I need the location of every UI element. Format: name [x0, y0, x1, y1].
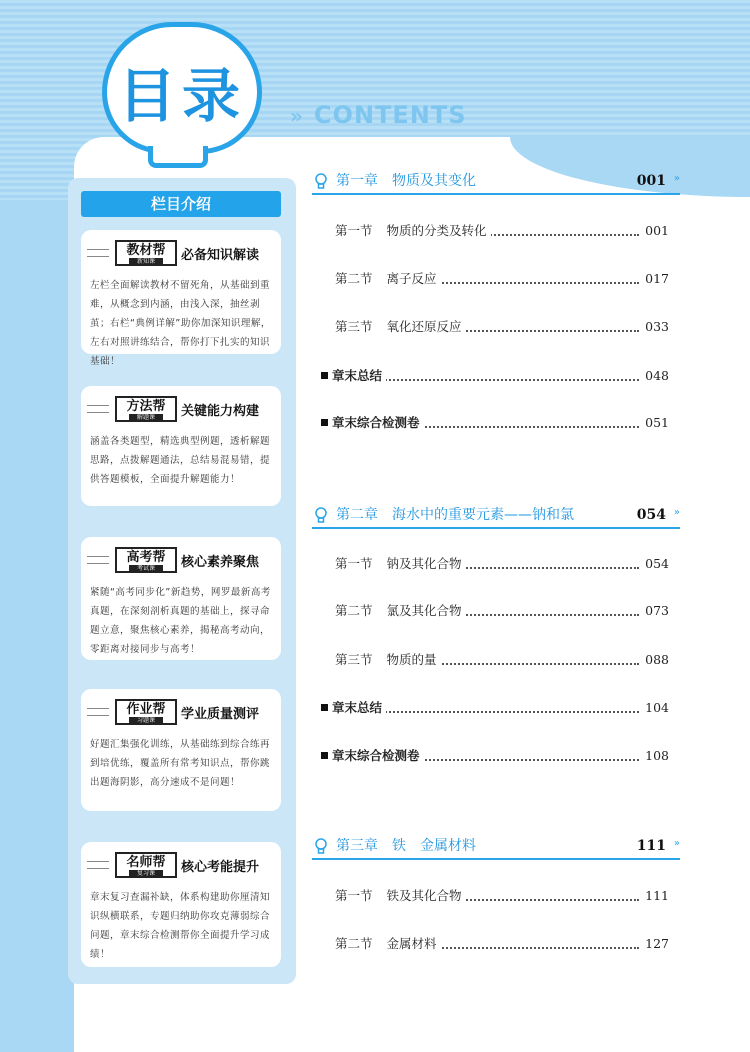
bullet-icon	[321, 372, 328, 379]
section-label: 第三节	[335, 319, 373, 334]
chapter-heading[interactable]	[312, 171, 680, 195]
entry-page: 051	[641, 413, 669, 433]
card-tag-label: 高考帮	[126, 550, 166, 565]
card-tag-sub: 解题课	[129, 414, 163, 421]
entry-page: 127	[641, 934, 669, 954]
entry-title: 章末总结	[332, 368, 383, 383]
toc-entry-summary[interactable]	[321, 698, 669, 718]
entry-title: 物质的分类及转化	[386, 223, 487, 238]
card-tag	[115, 547, 177, 573]
card-tag-label: 方法帮	[126, 399, 166, 414]
double-arrow-icon: »	[290, 104, 304, 128]
entry-page: 033	[641, 317, 669, 337]
toc-entry[interactable]	[335, 934, 669, 954]
card-tag-sub: 新知课	[129, 258, 163, 265]
toc-entry[interactable]	[335, 269, 669, 289]
card-tag	[115, 240, 177, 266]
card-description: 章末复习查漏补缺，体系构建助你厘清知识纵横联系，专题归纳助你攻克薄弱综合问题，章末综合检测帮你全面提升学习成绩！	[90, 892, 271, 960]
section-label: 第一节	[335, 888, 373, 903]
toc-entry-summary[interactable]	[321, 366, 669, 386]
entry-page: 088	[641, 650, 669, 670]
card-header	[81, 547, 281, 575]
card-description: 涵盖各类题型，精选典型例题，透析解题思路，点拨解题通法，总结易混易错，提供答题模板，全面提升解题能力！	[90, 436, 271, 485]
divider	[87, 405, 109, 413]
chapter-page: 111	[636, 838, 666, 854]
toc-entry[interactable]	[335, 221, 669, 241]
toc-entry[interactable]	[335, 554, 669, 574]
entry-title: 金属材料	[386, 936, 437, 951]
card-header	[81, 699, 281, 727]
lightbulb-icon	[314, 837, 328, 855]
section-label: 第三节	[335, 652, 373, 667]
entry-page: 111	[641, 886, 669, 906]
card-tag	[115, 699, 177, 725]
chapter-page: 001	[636, 173, 666, 189]
toc-entry-summary[interactable]	[321, 413, 669, 433]
card-subtitle: 核心素养聚焦	[181, 555, 260, 570]
card-tag-label: 名师帮	[126, 855, 166, 870]
card-header	[81, 240, 281, 268]
sidebar-card	[81, 537, 281, 660]
toc-entry[interactable]	[335, 650, 669, 670]
entry-page: 048	[641, 366, 669, 386]
bullet-icon	[321, 419, 328, 426]
chapter-title: 第三章 铁 金属材料	[336, 838, 476, 854]
bullet-icon	[321, 704, 328, 711]
card-tag-sub: 考试课	[129, 565, 163, 572]
entry-page: 108	[641, 746, 669, 766]
toc-entry[interactable]	[335, 886, 669, 906]
chapter-page: 054	[636, 507, 666, 523]
sidebar-card	[81, 842, 281, 967]
section-label: 第二节	[335, 271, 373, 286]
entry-title: 物质的量	[386, 652, 437, 667]
lightbulb-base	[148, 146, 208, 168]
entry-title: 氧化还原反应	[386, 319, 462, 334]
entry-title: 钠及其化合物	[386, 556, 462, 571]
card-header	[81, 852, 281, 880]
card-subtitle: 必备知识解读	[181, 248, 260, 263]
double-arrow-icon: »	[673, 173, 680, 184]
entry-title: 章末综合检测卷	[332, 748, 420, 763]
double-arrow-icon: »	[673, 838, 680, 849]
divider	[87, 708, 109, 716]
card-tag-label: 作业帮	[126, 702, 166, 717]
lightbulb-icon	[314, 172, 328, 190]
card-description: 好题汇集强化训练，从基础练到综合练再到培优练，覆盖所有常考知识点，帮你跳出题海阴影，高分速成不是问题！	[90, 739, 271, 788]
entry-title: 章末综合检测卷	[332, 415, 420, 430]
section-label: 第二节	[335, 936, 373, 951]
toc-entry-summary[interactable]	[321, 746, 669, 766]
bullet-icon	[321, 752, 328, 759]
section-label: 第二节	[335, 603, 373, 618]
section-label: 第一节	[335, 223, 373, 238]
card-subtitle: 学业质量测评	[181, 707, 260, 722]
contents-label: CONTENTS	[313, 101, 467, 129]
entry-page: 104	[641, 698, 669, 718]
chapter-title: 第二章 海水中的重要元素——钠和氯	[336, 507, 574, 523]
card-description: 左栏全面解读教材不留死角，从基础到重难，从概念到内涵，由浅入深，抽丝剥茧；右栏“典例详解”助你加深知识理解，左右对照讲练结合，帮你打下扎实的知识基础！	[90, 280, 271, 367]
chapter-heading[interactable]	[312, 505, 680, 529]
sidebar-card	[81, 689, 281, 811]
entry-page: 054	[641, 554, 669, 574]
sidebar-title: 栏目介绍	[81, 191, 281, 217]
sidebar-card	[81, 386, 281, 506]
entry-title: 章末总结	[332, 700, 383, 715]
entry-page: 001	[641, 221, 669, 241]
card-tag-sub: 习题课	[129, 717, 163, 724]
toc-entry[interactable]	[335, 601, 669, 621]
sidebar-card	[81, 230, 281, 367]
card-header	[81, 396, 281, 424]
entry-title: 氯及其化合物	[386, 603, 462, 618]
card-description: 紧随“高考同步化”新趋势，网罗最新高考真题，在深刻剖析真题的基础上，探寻命题立意，聚焦核心素养，揭秘高考动向，零距离对接同步与高考！	[90, 587, 271, 655]
entry-page: 073	[641, 601, 669, 621]
toc-entry[interactable]	[335, 317, 669, 337]
page-title: 目录	[117, 62, 246, 130]
chapter-title: 第一章 物质及其变化	[336, 173, 476, 189]
section-label: 第一节	[335, 556, 373, 571]
card-tag	[115, 396, 177, 422]
card-subtitle: 核心考能提升	[181, 860, 260, 875]
divider	[87, 249, 109, 257]
entry-title: 离子反应	[386, 271, 437, 286]
double-arrow-icon: »	[673, 507, 680, 518]
card-tag-sub: 复习课	[129, 870, 163, 877]
card-tag-label: 教材帮	[126, 243, 166, 258]
divider	[87, 556, 109, 564]
card-tag	[115, 852, 177, 878]
contents-heading	[290, 101, 467, 129]
entry-title: 铁及其化合物	[386, 888, 462, 903]
lightbulb-icon	[314, 506, 328, 524]
card-subtitle: 关键能力构建	[181, 404, 260, 419]
entry-page: 017	[641, 269, 669, 289]
chapter-heading[interactable]	[312, 836, 680, 860]
divider	[87, 861, 109, 869]
